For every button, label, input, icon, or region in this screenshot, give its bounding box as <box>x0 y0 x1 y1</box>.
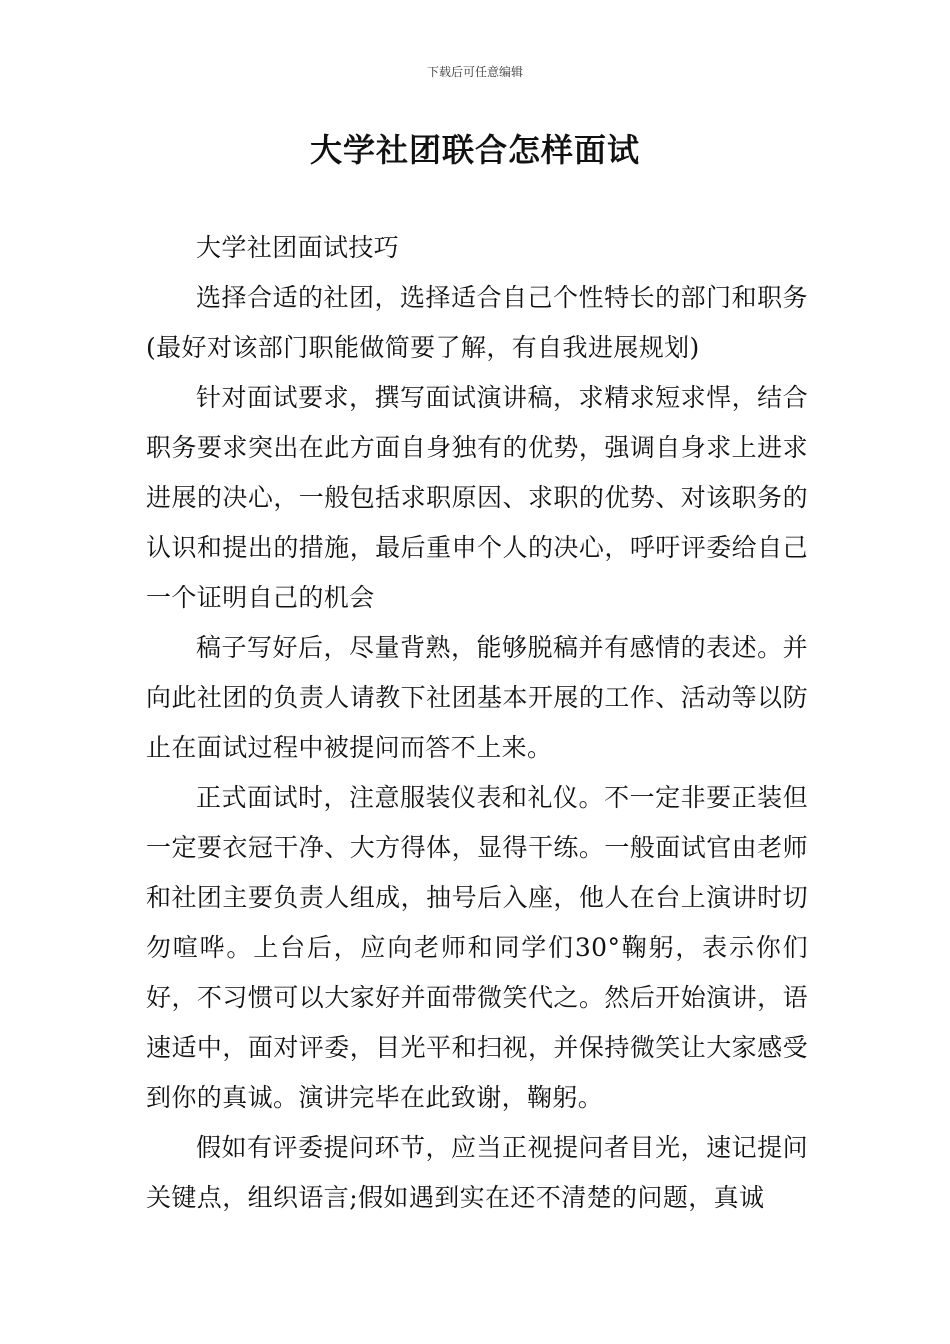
paragraph: 选择合适的社团，选择适合自己个性特长的部门和职务(最好对该部门职能做简要了解，有自我进展规划) <box>146 283 808 362</box>
paragraph-subtitle: 大学社团面试技巧 <box>196 233 400 262</box>
header-note: 下载后可任意编辑 <box>426 65 523 79</box>
document-title: 大学社团联合怎样面试 <box>309 131 640 169</box>
paragraph: 针对面试要求，撰写面试演讲稿，求精求短求悍，结合职务要求突出在此方面自身独有的优势，强调自身求上进求进展的决心，一般包括求职原因、求职的优势、对该职务的认识和提出的措施，最后重申个人的决心，呼吁评委给自己一个证明自己的机会 <box>146 383 808 612</box>
paragraph: 正式面试时，注意服装仪表和礼仪。不一定非要正装但一定要衣冠干净、大方得体，显得干练。一般面试官由老师和社团主要负责人组成，抽号后入座，他人在台上演讲时切勿喧哗。上台后，应向老师和同学们30°鞠躬，表示你们好，不习惯可以大家好并面带微笑代之。然后开始演讲，语速适中，面对评委，目光平和扫视，并保持微笑让大家感受到你的真诚。演讲完毕在此致谢，鞠躬。 <box>146 783 808 1112</box>
document-body <box>146 223 808 1223</box>
paragraph: 稿子写好后，尽量背熟，能够脱稿并有感情的表述。并向此社团的负责人请教下社团基本开展的工作、活动等以防止在面试过程中被提问而答不上来。 <box>146 633 808 762</box>
paragraph: 假如有评委提问环节，应当正视提问者目光，速记提问关键点，组织语言;假如遇到实在还不清楚的问题，真诚 <box>146 1133 808 1212</box>
